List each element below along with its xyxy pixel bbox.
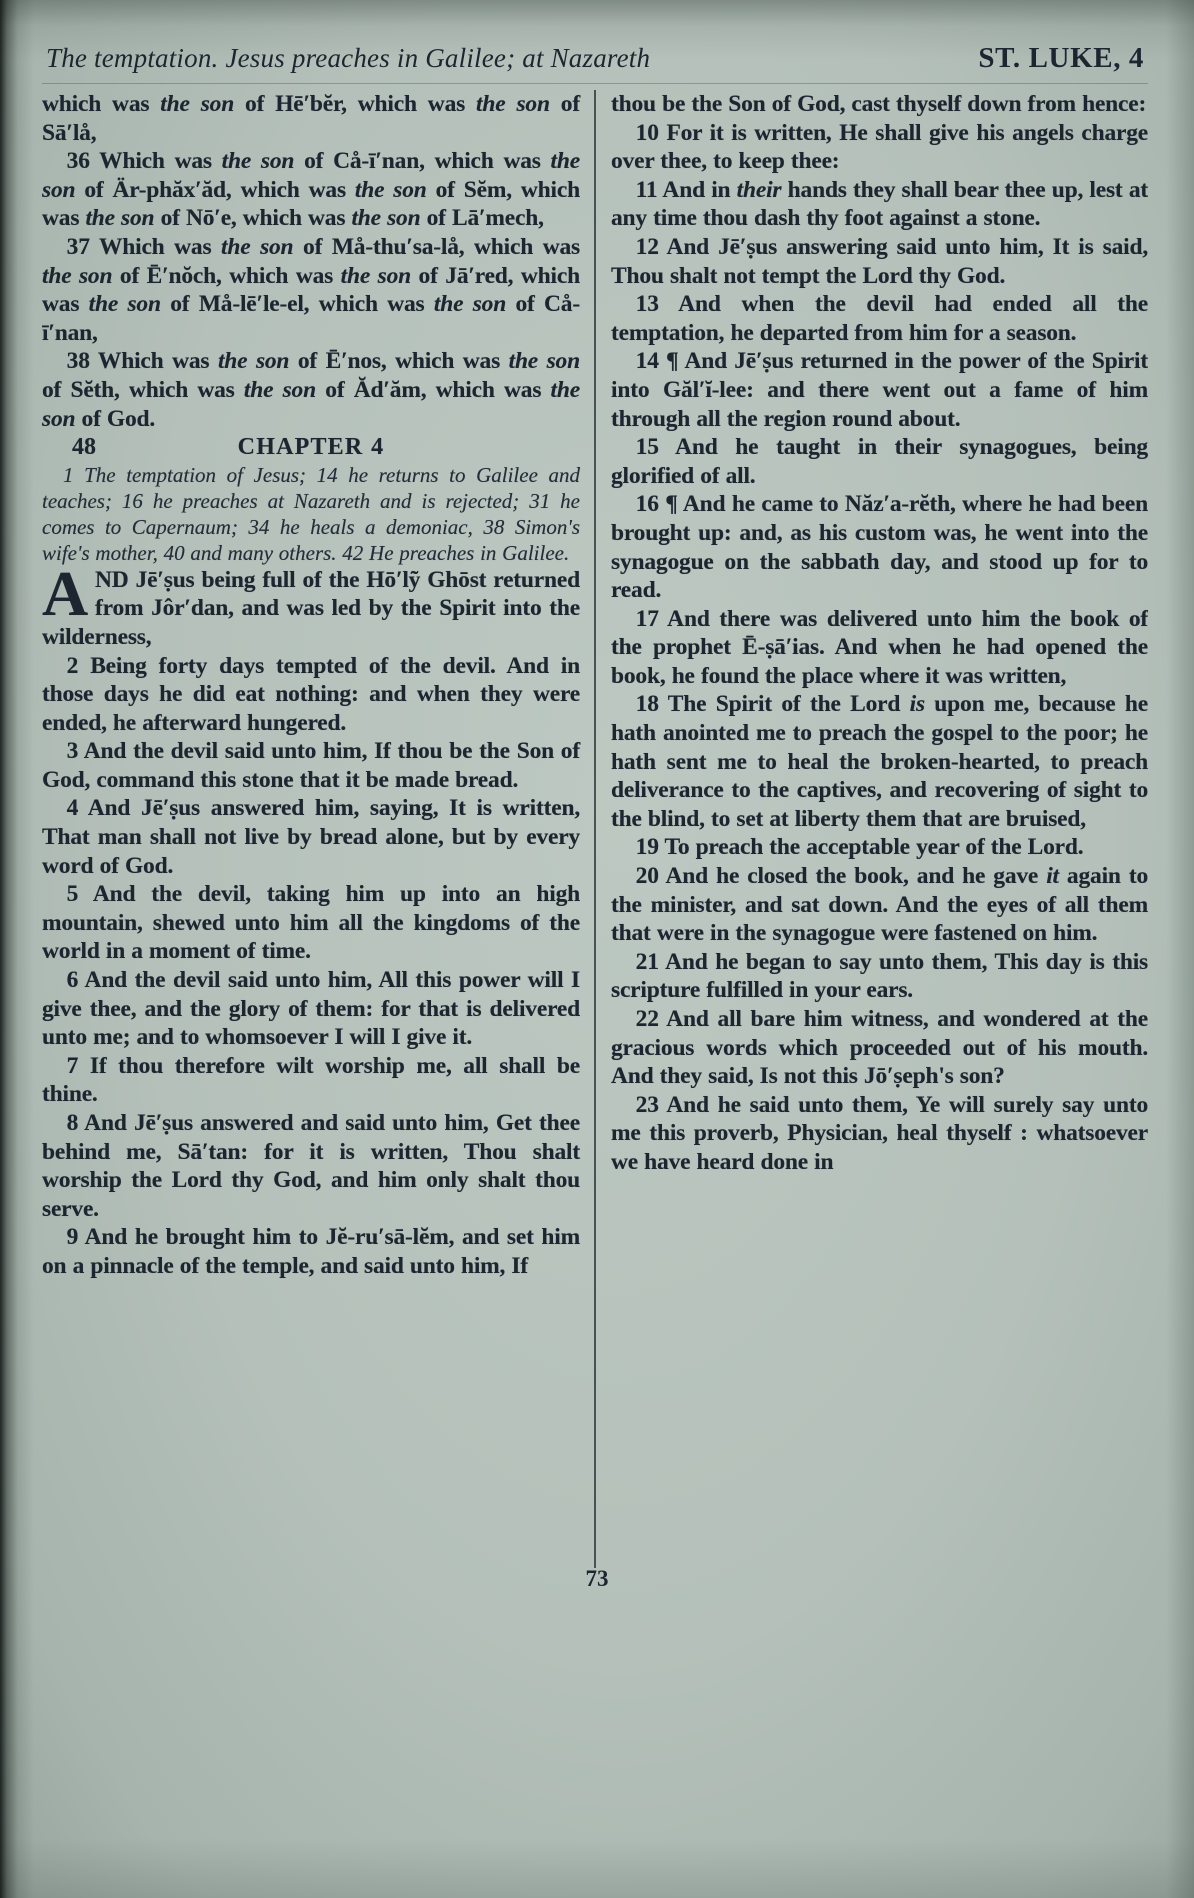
continuation-paragraph: which was the son of Hē′bĕr, which was the son of Sā′lå, xyxy=(42,91,580,146)
verse-paragraph: 6 And the devil said unto him, All this power will I give thee, and the glory of them: for that is delivered unto me; and to whomsoever I will I give it. xyxy=(42,967,580,1051)
page-footer xyxy=(0,1566,1194,1592)
verse-paragraph: 10 For it is written, He shall give his angels charge over thee, to keep thee: xyxy=(611,119,1148,175)
verse-paragraph: 15 And he taught in their synagogues, being glorified of all. xyxy=(611,434,1148,489)
verse-paragraph: 22 And all bare him witness, and wondered at the gracious words which proceeded out of his mouth. And they said, Is not this Jō′ṣeph's son? xyxy=(611,1006,1148,1090)
opening-verse-paragraph: AND Jē′ṣus being full of the Hō′lỹ Ghōst returned from Jôr′dan, and was led by the Spirit into the wilderness, xyxy=(42,557,580,650)
continuation-paragraph: thou be the Son of God, cast thyself down from hence: xyxy=(611,91,1147,117)
verse-paragraph: 16 ¶ And he came to Năz′a-rĕth, where he had been brought up: and, as his custom was, he went into the synagogue on the sabbath day, and stood up for to read. xyxy=(611,491,1148,604)
running-head-text: The temptation. Jesus preaches in Galilee; at Nazareth xyxy=(46,43,651,73)
verse-paragraph: 14 ¶ And Jē′ṣus returned in the power of the Spirit into Găl′ĭ-lee: and there went out a fame of him through all the region round about. xyxy=(611,348,1148,432)
chapter-title: CHAPTER 4 xyxy=(237,434,385,461)
chapter-summary: 1 The temptation of Jesus; 14 he returns to Galilee and teaches; 16 he preaches at Nazareth and is rejected; 31 he comes to Capernaum; 34 he heals a demoniac, 38 Simon's wife's mother, 40 and many others. 42 He preaches in Galilee. xyxy=(42,462,580,565)
text-columns xyxy=(42,90,1148,1568)
verse-paragraph: 37 Which was the son of Må-thu′sa-lå, which was the son of Ē′nŏch, which was the son of Jā′red, which was the son of Må-lē′le-el, which was the son of Cå-ī′nan, xyxy=(42,233,580,346)
verse-paragraph: 9 And he brought him to Jĕ-ru′sā-lĕm, and set him on a pinnacle of the temple, and said unto him, If xyxy=(42,1224,580,1279)
chapter-heading xyxy=(42,433,580,462)
verse-paragraph: 18 The Spirit of the Lord is upon me, because he hath anointed me to preach the gospel to the poor; he hath sent me to heal the broken-hearted, to preach deliverance to the captives, and recovering of sight to the blind, to set at liberty them that are bruised, xyxy=(611,691,1148,832)
verse-paragraph: 23 And he said unto them, Ye will surely say unto me this proverb, Physician, heal thyself : whatsoever we have heard done in xyxy=(611,1091,1148,1175)
verse-paragraph: 12 And Jē′ṣus answering said unto him, It is said, Thou shalt not tempt the Lord thy God. xyxy=(611,233,1148,289)
right-column xyxy=(596,90,1148,1568)
verse-paragraph: 38 Which was the son of Ē′nos, which was the son of Sĕth, which was the son of Ăd′ăm, which was the son of God. xyxy=(42,348,580,432)
section-number: 48 xyxy=(72,434,96,461)
verse-paragraph: 20 And he closed the book, and he gave it again to the minister, and sat down. And the eyes of all them that were in the synagogue were fastened on him. xyxy=(611,863,1148,947)
left-column xyxy=(42,90,594,1568)
verse-paragraph: 21 And he began to say unto them, This day is this scripture fulfilled in your ears. xyxy=(611,948,1148,1004)
verse-paragraph: 17 And there was delivered unto him the book of the prophet Ē-ṣā′ias. And when he had opened the book, he found the place where it was written, xyxy=(611,605,1148,689)
verse-paragraph: 4 And Jē′ṣus answered him, saying, It is written, That man shall not live by bread alone, but by every word of God. xyxy=(42,795,580,879)
verse-paragraph: 5 And the devil, taking him up into an high mountain, shewed unto him all the kingdoms of the world in a moment of time. xyxy=(42,881,580,965)
running-header xyxy=(42,26,1148,84)
verse-paragraph: 36 Which was the son of Cå-ī′nan, which was the son of Är-phăx′ăd, which was the son of Sĕm, which was the son of Nō′e, which was the son of Lā′mech, xyxy=(42,148,580,232)
book-chapter-ref: ST. LUKE, 4 xyxy=(978,42,1144,74)
verse-paragraph: 11 And in their hands they shall bear thee up, lest at any time thou dash thy foot against a stone. xyxy=(611,176,1148,232)
drop-cap-letter: A xyxy=(42,557,89,629)
verse-paragraph: 2 Being forty days tempted of the devil. And in those days he did eat nothing: and when they were ended, he afterward hungered. xyxy=(42,652,580,736)
verse-paragraph: 3 And the devil said unto him, If thou be the Son of God, command this stone that it be made bread. xyxy=(42,738,580,793)
verse-paragraph: 8 And Jē′ṣus answered and said unto him, Get thee behind me, Sā′tan: for it is written, Thou shalt worship the Lord thy God, and him only shalt thou serve. xyxy=(42,1110,580,1222)
verse-paragraph: 7 If thou therefore wilt worship me, all shall be thine. xyxy=(42,1052,580,1108)
page-number: 73 xyxy=(585,1566,609,1591)
verse-paragraph: 19 To preach the acceptable year of the Lord. xyxy=(635,834,1084,861)
verse-paragraph: 13 And when the devil had ended all the temptation, he departed from him for a season. xyxy=(611,291,1148,346)
